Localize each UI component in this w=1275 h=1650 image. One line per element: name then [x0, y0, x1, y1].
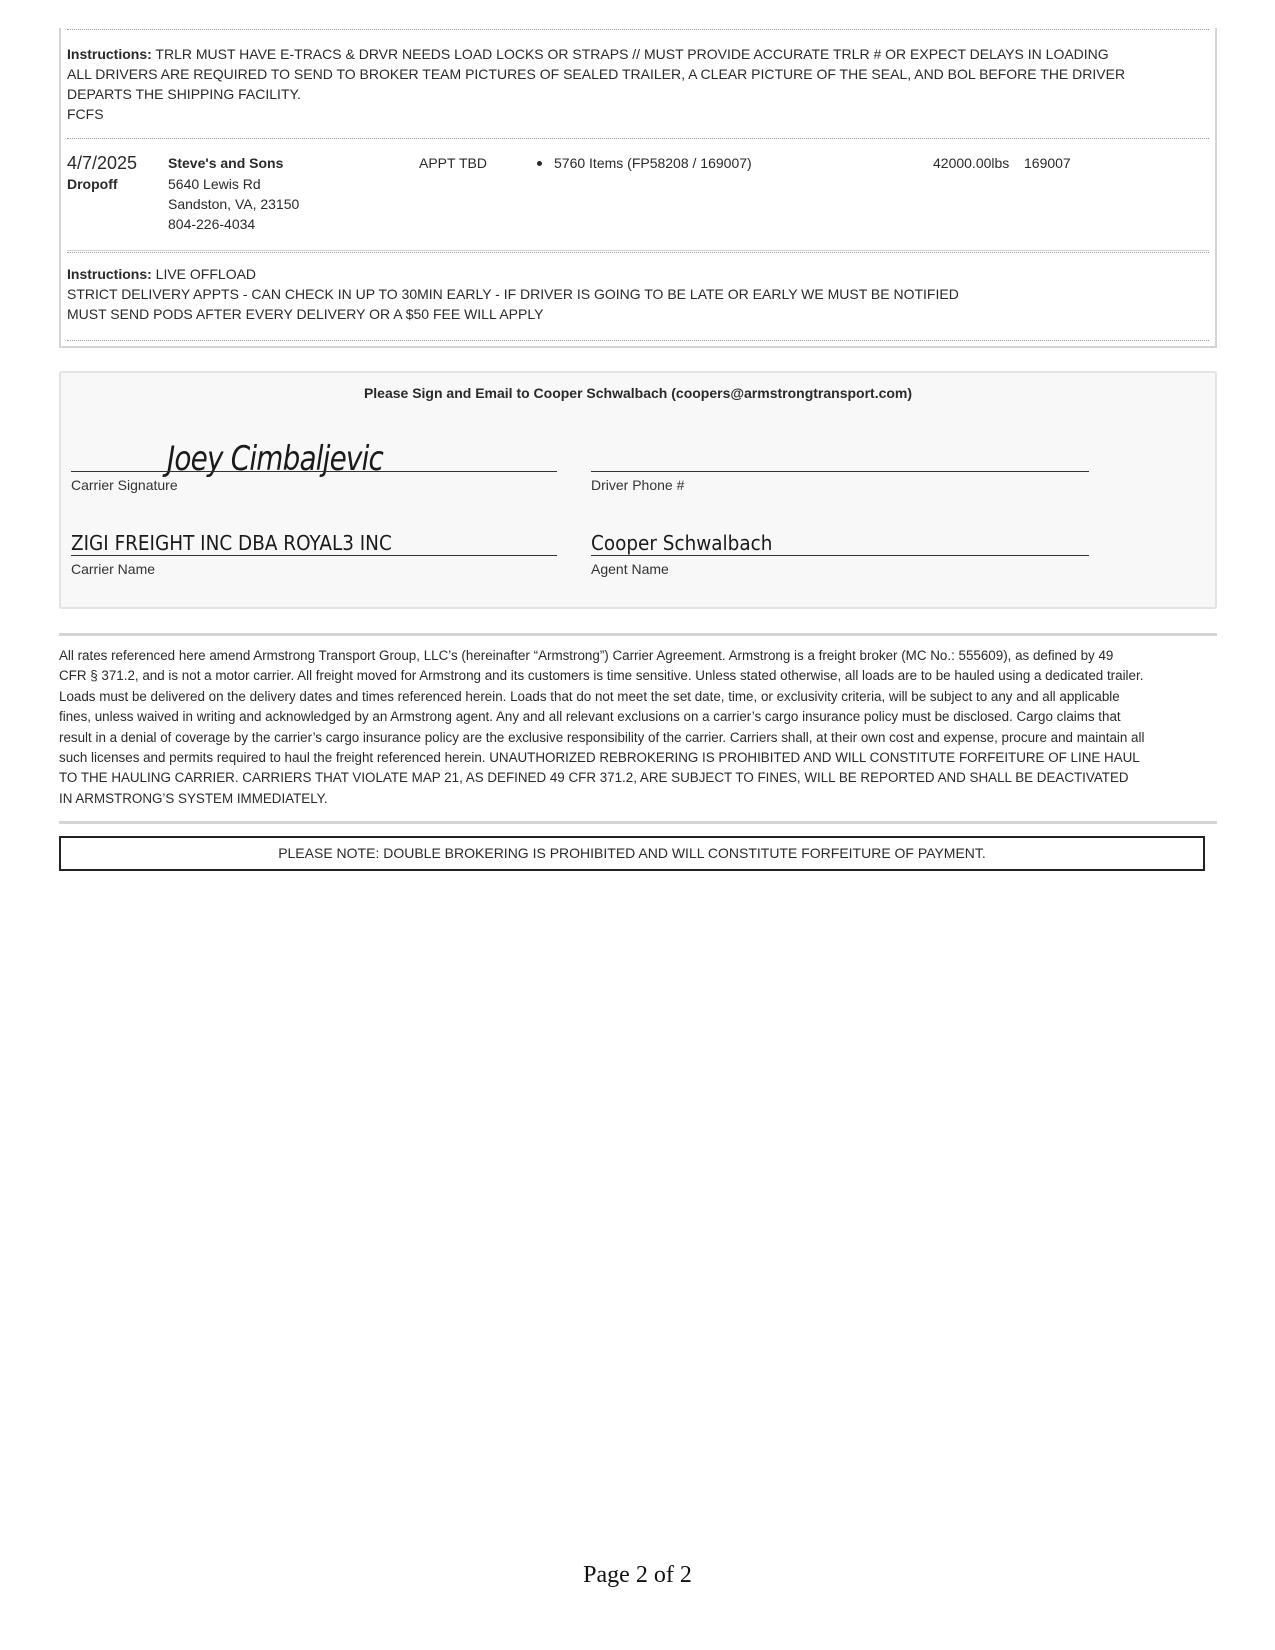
address-line: 5640 Lewis Rd — [168, 176, 261, 192]
stop-weight: 42000.00lbs — [933, 155, 1010, 171]
stop-items — [537, 155, 752, 171]
carrier-signature-value: Joey Cimbaljevic — [167, 439, 384, 479]
agent-name-field[interactable] — [591, 497, 1089, 577]
instruction-line: LIVE OFFLOAD — [155, 266, 257, 282]
signature-line — [591, 555, 1089, 556]
stop-type: Dropoff — [67, 176, 118, 192]
row-divider — [67, 138, 1209, 139]
signature-line — [591, 471, 1089, 472]
stop-appointment: APPT TBD — [419, 155, 487, 171]
instruction-line: STRICT DELIVERY APPTS - CAN CHECK IN UP TO 30MIN EARLY - IF DRIVER IS GOING TO BE LATE OR EARLY WE MUST BE NOTIFIED — [67, 286, 959, 302]
driver-phone-field[interactable] — [591, 413, 1089, 493]
row-divider — [67, 29, 1209, 30]
carrier-signature-field[interactable] — [71, 413, 557, 493]
items-text: 5760 Items (FP58208 / 169007) — [554, 155, 752, 171]
signature-panel — [59, 371, 1217, 609]
row-divider — [67, 250, 1209, 251]
stop-date: 4/7/2025 — [67, 153, 138, 173]
phone-number: 804-226-4034 — [168, 216, 256, 232]
carrier-name-field[interactable] — [71, 497, 557, 577]
instruction-line: DEPARTS THE SHIPPING FACILITY. — [67, 86, 301, 102]
terms-line: such licenses and permits required to haul the freight referenced herein. UNAUTHORIZED REBROKERING IS PROHIBITED AND WILL CONSTITUTE FORFEITURE OF LINE HAUL — [59, 750, 1140, 766]
section-divider — [59, 633, 1217, 636]
terms-line: Loads must be delivered on the delivery dates and times referenced herein. Loads that do not meet the set date, time, or exclusivity criteria, will be subject to any and all applicable — [59, 688, 1120, 704]
terms-line: CFR § 371.2, and is not a motor carrier. All freight moved for Armstrong and its customers is time sensitive. Unless stated otherwise, all loads are to be hauled using a dedicated trailer. — [59, 668, 1144, 684]
address-line: Sandston, VA, 23150 — [168, 196, 300, 212]
driver-phone-label: Driver Phone # — [591, 477, 685, 493]
signature-instructions: Please Sign and Email to Cooper Schwalbach (coopers@armstrongtransport.com) — [363, 385, 913, 401]
stop-company: Steve's and Sons — [168, 155, 284, 171]
instructions-label: Instructions: — [67, 46, 152, 62]
stops-table — [59, 28, 1217, 348]
instruction-line: MUST SEND PODS AFTER EVERY DELIVERY OR A $50 FEE WILL APPLY — [67, 306, 544, 322]
dropoff-instructions — [67, 264, 1207, 324]
stop-address — [168, 174, 299, 234]
terms-line: fines, unless waived in writing and acknowledged by an Armstrong agent. Any and all relevant exclusions on a carrier’s cargo insurance policy must be disclosed. Cargo claims that — [59, 709, 1121, 725]
terms-line: result in a denial of coverage by the carrier’s cargo insurance policy are the exclusive responsibility of the carrier. Carriers shall, at their own cost and expense, procure and maintain all — [59, 729, 1145, 745]
bullet-icon — [537, 161, 542, 166]
instruction-line: FCFS — [67, 106, 104, 122]
instructions-label: Instructions: — [67, 266, 152, 282]
stop-reference: 169007 — [1024, 155, 1071, 171]
signature-line — [71, 555, 557, 556]
signature-line — [71, 471, 557, 472]
carrier-name-label: Carrier Name — [71, 561, 156, 577]
page-number: Page 2 of 2 — [583, 1562, 692, 1588]
terms-line: IN ARMSTRONG’S SYSTEM IMMEDIATELY. — [59, 790, 328, 806]
pickup-instructions — [67, 44, 1207, 124]
row-divider — [67, 340, 1209, 341]
agent-name-value: Cooper Schwalbach — [591, 531, 773, 555]
section-divider — [59, 821, 1217, 824]
terms-line: All rates referenced here amend Armstrong Transport Group, LLC’s (hereinafter “Armstrong”) Carrier Agreement. Armstrong is a freight broker (MC No.: 555609), as defined by 49 — [59, 648, 1114, 663]
row-divider — [67, 252, 1209, 253]
terms-line: TO THE HAULING CARRIER. CARRIERS THAT VIOLATE MAP 21, AS DEFINED 49 CFR 371.2, ARE SUBJECT TO FINES, WILL BE REPORTED AND SHALL BE DEACTIVATED — [59, 770, 1129, 786]
carrier-name-value: ZIGI FREIGHT INC DBA ROYAL3 INC — [71, 531, 392, 555]
carrier-signature-label: Carrier Signature — [71, 477, 178, 493]
double-brokering-notice: PLEASE NOTE: DOUBLE BROKERING IS PROHIBITED AND WILL CONSTITUTE FORFEITURE OF PAYMENT. — [59, 836, 1205, 871]
instruction-line: ALL DRIVERS ARE REQUIRED TO SEND TO BROKER TEAM PICTURES OF SEALED TRAILER, A CLEAR PICTURE OF THE SEAL, AND BOL BEFORE THE DRIVER — [67, 66, 1126, 82]
agent-name-label: Agent Name — [591, 561, 669, 577]
terms-paragraph — [59, 646, 1219, 809]
instruction-line: TRLR MUST HAVE E-TRACS & DRVR NEEDS LOAD LOCKS OR STRAPS // MUST PROVIDE ACCURATE TRLR # OR EXPECT DELAYS IN LOADING — [155, 46, 1109, 62]
